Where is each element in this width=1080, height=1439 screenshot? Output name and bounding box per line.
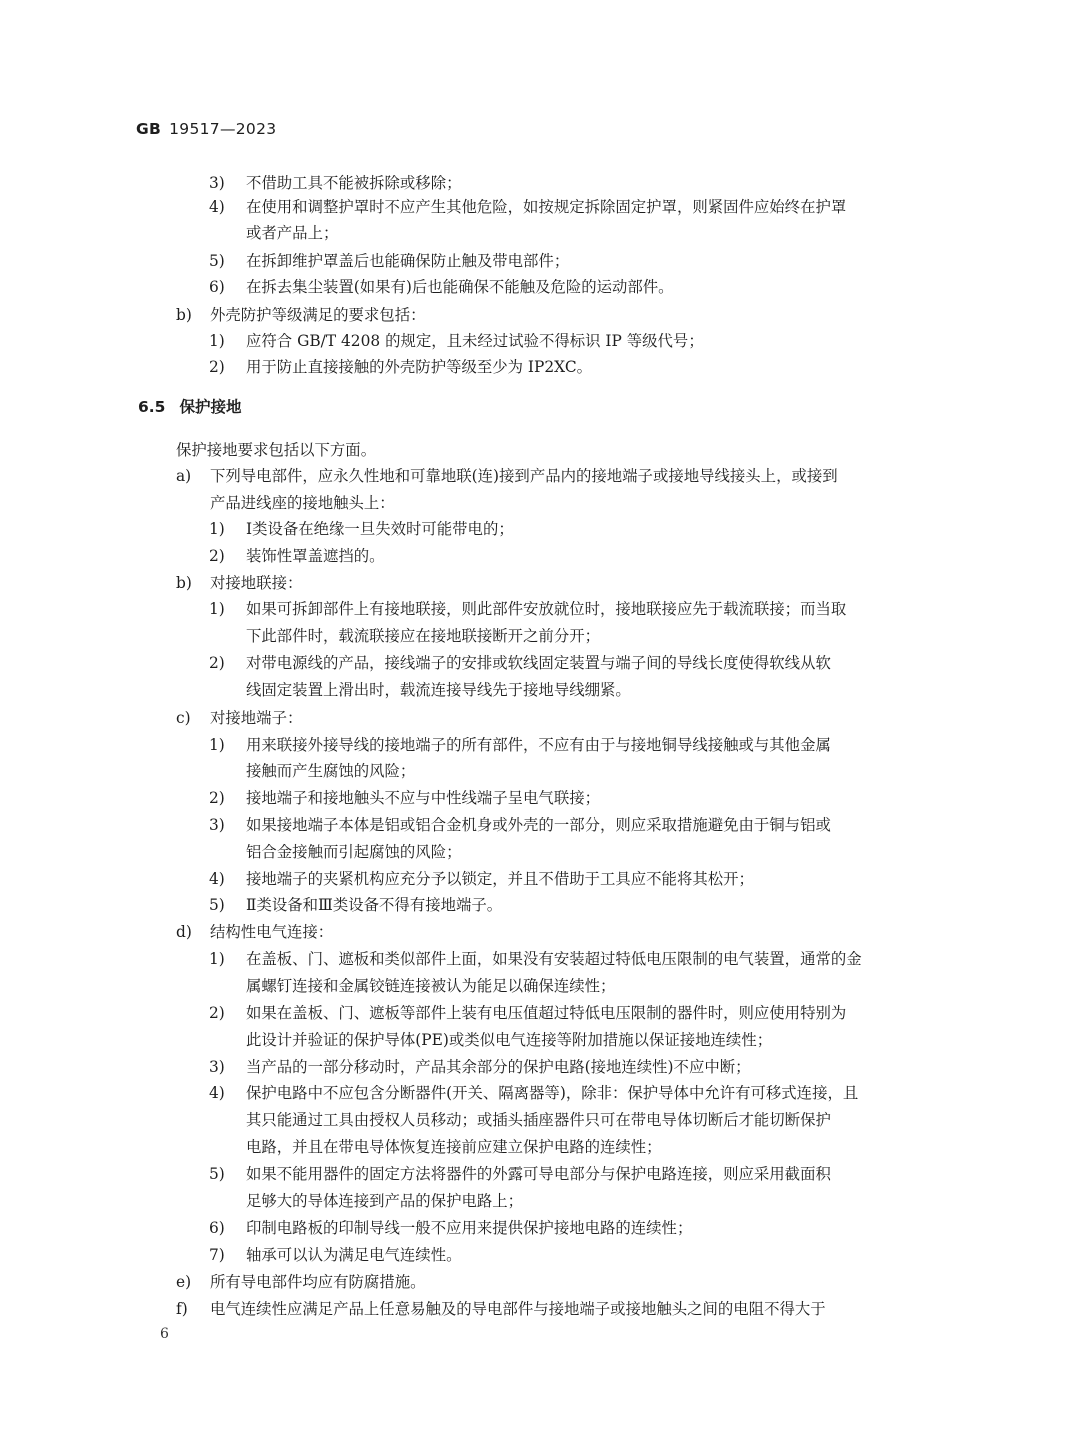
list-item-text: 轴承可以认为满足电气连续性。: [246, 1246, 462, 1264]
list-item-text: 电路，并且在带电导体恢复连接前应建立保护电路的连续性；: [246, 1138, 662, 1156]
page-number: 6: [160, 1326, 169, 1342]
list-item-text: 用来联接外接导线的接地端子的所有部件，不应有由于与接地铜导线接触或与其他金属: [246, 736, 831, 754]
list-item-text: 当产品的一部分移动时，产品其余部分的保护电路(接地连续性)不应中断；: [246, 1058, 751, 1076]
list-item-text: 此设计并验证的保护导体(PE)或类似电气连接等附加措施以保证接地连续性；: [246, 1031, 773, 1049]
list-item-text: 在使用和调整护罩时不应产生其他危险，如按规定拆除固定护罩，则紧固件应始终在护罩: [246, 198, 847, 216]
list-item-text: Ⅰ类设备在绝缘一旦失效时可能带电的；: [246, 520, 514, 538]
list-item-marker: d): [176, 923, 192, 941]
list-item-text: 如果不能用器件的固定方法将器件的外露可导电部分与保护电路连接，则应采用截面积: [246, 1165, 831, 1183]
list-item-text: 接地端子的夹紧机构应充分予以锁定，并且不借助于工具应不能将其松开；: [246, 870, 754, 888]
list-item-marker: 3): [209, 1058, 225, 1076]
list-item-text: 结构性电气连接：: [210, 923, 334, 941]
list-item-text: 线固定装置上滑出时，载流连接导线先于接地导线绷紧。: [246, 681, 631, 699]
list-item-marker: e): [176, 1273, 192, 1291]
list-item-text: 不借助工具不能被拆除或移除；: [246, 174, 462, 192]
list-item-text: 接地端子和接地触头不应与中性线端子呈电气联接；: [246, 789, 600, 807]
list-item-marker: 7): [209, 1246, 225, 1264]
list-item-text: 或者产品上；: [246, 224, 339, 242]
list-item-marker: 2): [209, 789, 225, 807]
list-item-text: 如果在盖板、门、遮板等部件上装有电压值超过特低电压限制的器件时，则应使用特别为: [246, 1004, 847, 1022]
list-item-text: 保护电路中不应包含分断器件(开关、隔离器等)，除非：保护导体中允许有可移式连接，且: [246, 1084, 859, 1102]
list-item-marker: a): [176, 467, 192, 485]
list-item-text: 如果可拆卸部件上有接地联接，则此部件安放就位时，接地联接应先于载流联接；而当取: [246, 600, 847, 618]
list-item-marker: 4): [209, 198, 225, 216]
list-item-text: 所有导电部件均应有防腐措施。: [210, 1273, 426, 1291]
list-item-marker: 4): [209, 1084, 225, 1102]
list-item-text: 用于防止直接接触的外壳防护等级至少为 IP2XC。: [246, 358, 593, 376]
list-item-text: 对带电源线的产品，接线端子的安排或软线固定装置与端子间的导线长度使得软线从软: [246, 654, 831, 672]
section-title: 保护接地: [179, 398, 242, 416]
list-item-text: 足够大的导体连接到产品的保护电路上；: [246, 1192, 524, 1210]
list-item-marker: 1): [209, 736, 225, 754]
section-number: 6.5: [138, 398, 166, 416]
standard-code: GB: [136, 120, 162, 138]
list-item-text: 对接地联接：: [210, 574, 303, 592]
list-item-marker: 2): [209, 654, 225, 672]
list-item-marker: 4): [209, 870, 225, 888]
list-item-marker: 2): [209, 1004, 225, 1022]
list-item-text: 在拆去集尘装置(如果有)后也能确保不能触及危险的运动部件。: [246, 278, 674, 296]
list-item-text: 产品进线座的接地触头上：: [210, 494, 395, 512]
list-item-marker: f): [176, 1300, 188, 1318]
list-item-marker: 2): [209, 358, 225, 376]
section-intro: 保护接地要求包括以下方面。: [176, 441, 377, 459]
list-item-marker: 2): [209, 547, 225, 565]
list-item-text: 外壳防护等级满足的要求包括：: [210, 306, 426, 324]
list-item-text: 装饰性罩盖遮挡的。: [246, 547, 385, 565]
list-item-marker: 1): [209, 520, 225, 538]
list-item-marker: 5): [209, 896, 225, 914]
list-item-text: 印制电路板的印制导线一般不应用来提供保护接地电路的连续性；: [246, 1219, 693, 1237]
list-item-text: 在盖板、门、遮板和类似部件上面，如果没有安装超过特低电压限制的电气装置，通常的金: [246, 950, 862, 968]
list-item-marker: 6): [209, 1219, 225, 1237]
list-item-text: 下列导电部件，应永久性地和可靠地联(连)接到产品内的接地端子或接地导线接头上，或接到: [210, 467, 838, 485]
list-item-text: 接触而产生腐蚀的风险；: [246, 762, 416, 780]
list-item-text: 电气连续性应满足产品上任意易触及的导电部件与接地端子或接地触头之间的电阻不得大于: [210, 1300, 826, 1318]
list-item-marker: 1): [209, 332, 225, 350]
list-item-marker: b): [176, 574, 192, 592]
standard-number: 19517—2023: [169, 120, 277, 138]
list-item-marker: b): [176, 306, 192, 324]
list-item-marker: c): [176, 709, 191, 727]
list-item-marker: 3): [209, 816, 225, 834]
list-item-marker: 5): [209, 1165, 225, 1183]
standard-header: [136, 120, 276, 138]
list-item-marker: 3): [209, 174, 225, 192]
list-item-marker: 5): [209, 252, 225, 270]
list-item-text: 下此部件时，载流联接应在接地联接断开之前分开；: [246, 627, 600, 645]
list-item-marker: 6): [209, 278, 225, 296]
list-item-text: 在拆卸维护罩盖后也能确保防止触及带电部件；: [246, 252, 570, 270]
list-item-text: Ⅱ类设备和Ⅲ类设备不得有接地端子。: [246, 896, 503, 914]
section-heading: [138, 397, 241, 417]
list-item-marker: 1): [209, 950, 225, 968]
list-item-text: 对接地端子：: [210, 709, 303, 727]
list-item-text: 其只能通过工具由授权人员移动；或插头插座器件只可在带电导体切断后才能切断保护: [246, 1111, 831, 1129]
list-item-text: 应符合 GB/T 4208 的规定，且未经过试验不得标识 IP 等级代号；: [246, 332, 704, 350]
list-item-marker: 1): [209, 600, 225, 618]
list-item-text: 铝合金接触而引起腐蚀的风险；: [246, 843, 462, 861]
list-item-text: 如果接地端子本体是铝或铝合金机身或外壳的一部分，则应采取措施避免由于铜与铝或: [246, 816, 831, 834]
list-item-text: 属螺钉连接和金属铰链连接被认为能足以确保连续性；: [246, 977, 616, 995]
